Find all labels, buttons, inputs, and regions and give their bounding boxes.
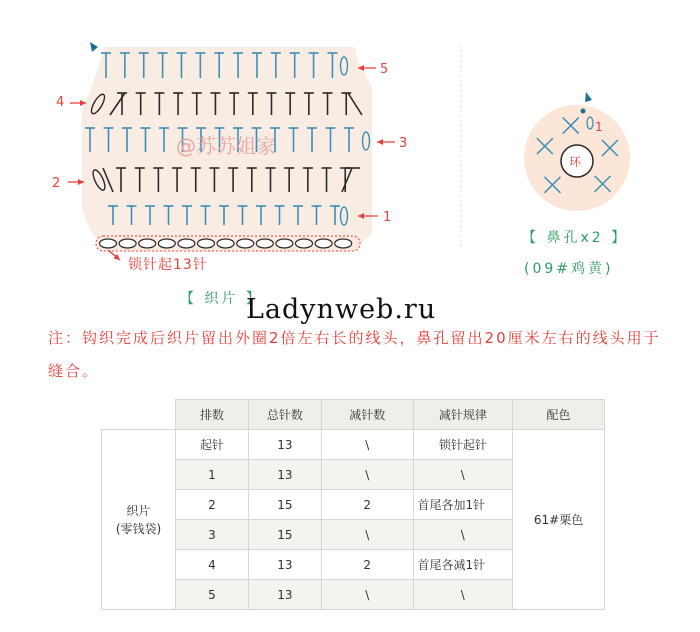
start-marker (90, 42, 98, 52)
row-cell: 2 (176, 490, 249, 520)
item-name: 织片 (126, 503, 151, 518)
note-text: 注：钩织完成后织片留出外圈2倍左右长的线头，鼻孔留出20厘米左右的线头用于缝合。 (48, 329, 661, 380)
round-label-2: 2 (52, 176, 61, 191)
nostril-round-label: 1 (595, 120, 603, 134)
chain-stitch (119, 239, 136, 248)
round-label-1: 1 (383, 210, 392, 225)
chain-stitch (256, 239, 273, 248)
total-cell: 13 (248, 430, 321, 460)
dec-cell: \ (321, 430, 413, 460)
rule-cell: \ (413, 580, 513, 610)
dec-cell: \ (321, 580, 413, 610)
rule-cell: \ (413, 460, 513, 490)
header-cell: 排数 (176, 400, 249, 430)
rule-cell: 首尾各减1针 (413, 550, 513, 580)
chain-stitch (276, 239, 293, 248)
chain-stitch (139, 239, 156, 248)
ring-label: 环 (569, 155, 582, 169)
chain-stitch (178, 239, 195, 248)
rule-cell: 首尾各加1针 (413, 490, 513, 520)
total-cell: 13 (248, 580, 321, 610)
row-cell: 1 (176, 460, 249, 490)
header-cell: 减针数 (321, 400, 413, 430)
nostril-start-marker (585, 92, 592, 102)
round-label-5: 5 (380, 62, 389, 77)
nostril-title: 【 鼻孔x2 】 (522, 230, 629, 246)
total-cell: 15 (248, 490, 321, 520)
table-row (102, 430, 605, 460)
piece-title: 【 织片 】 (180, 291, 263, 307)
arrow-head (377, 139, 383, 145)
chain-label: 锁针起13针 (128, 257, 208, 273)
row-cell: 3 (176, 520, 249, 550)
header-cell: 配色 (513, 400, 605, 430)
chain-stitch (100, 239, 117, 248)
crochet-diagram (0, 0, 700, 300)
dec-cell: \ (321, 520, 413, 550)
total-cell: 13 (248, 460, 321, 490)
nostril-slip-stitch (581, 109, 586, 114)
dec-cell: 2 (321, 550, 413, 580)
dec-cell: \ (321, 460, 413, 490)
watermark: @苏苏姐家 (176, 134, 276, 158)
site-watermark: Ladynweb.ru (246, 294, 437, 325)
spec-table (101, 399, 605, 610)
chain-stitch (335, 239, 352, 248)
rule-cell: \ (413, 520, 513, 550)
row-cell: 5 (176, 580, 249, 610)
rule-cell: 锁针起针 (413, 430, 513, 460)
total-cell: 13 (248, 550, 321, 580)
header-cell: 总针数 (248, 400, 321, 430)
chain-stitch (237, 239, 254, 248)
item-subname: (零钱袋) (115, 521, 162, 536)
color-cell: 61#栗色 (513, 430, 605, 610)
header-blank (102, 400, 176, 430)
item-cell (102, 430, 176, 610)
row-cell: 4 (176, 550, 249, 580)
round-label-3: 3 (399, 136, 408, 151)
round-label-4: 4 (56, 95, 65, 110)
chain-stitch (158, 239, 175, 248)
dec-cell: 2 (321, 490, 413, 520)
total-cell: 15 (248, 520, 321, 550)
header-cell: 减针规律 (413, 400, 513, 430)
chain-stitch (296, 239, 313, 248)
chain-stitch (217, 239, 234, 248)
table-header-row (102, 400, 605, 430)
chain-stitch (198, 239, 215, 248)
row-cell: 起针 (176, 430, 249, 460)
chain-stitch (315, 239, 332, 248)
nostril-color: (09#鸡黄) (524, 261, 614, 277)
